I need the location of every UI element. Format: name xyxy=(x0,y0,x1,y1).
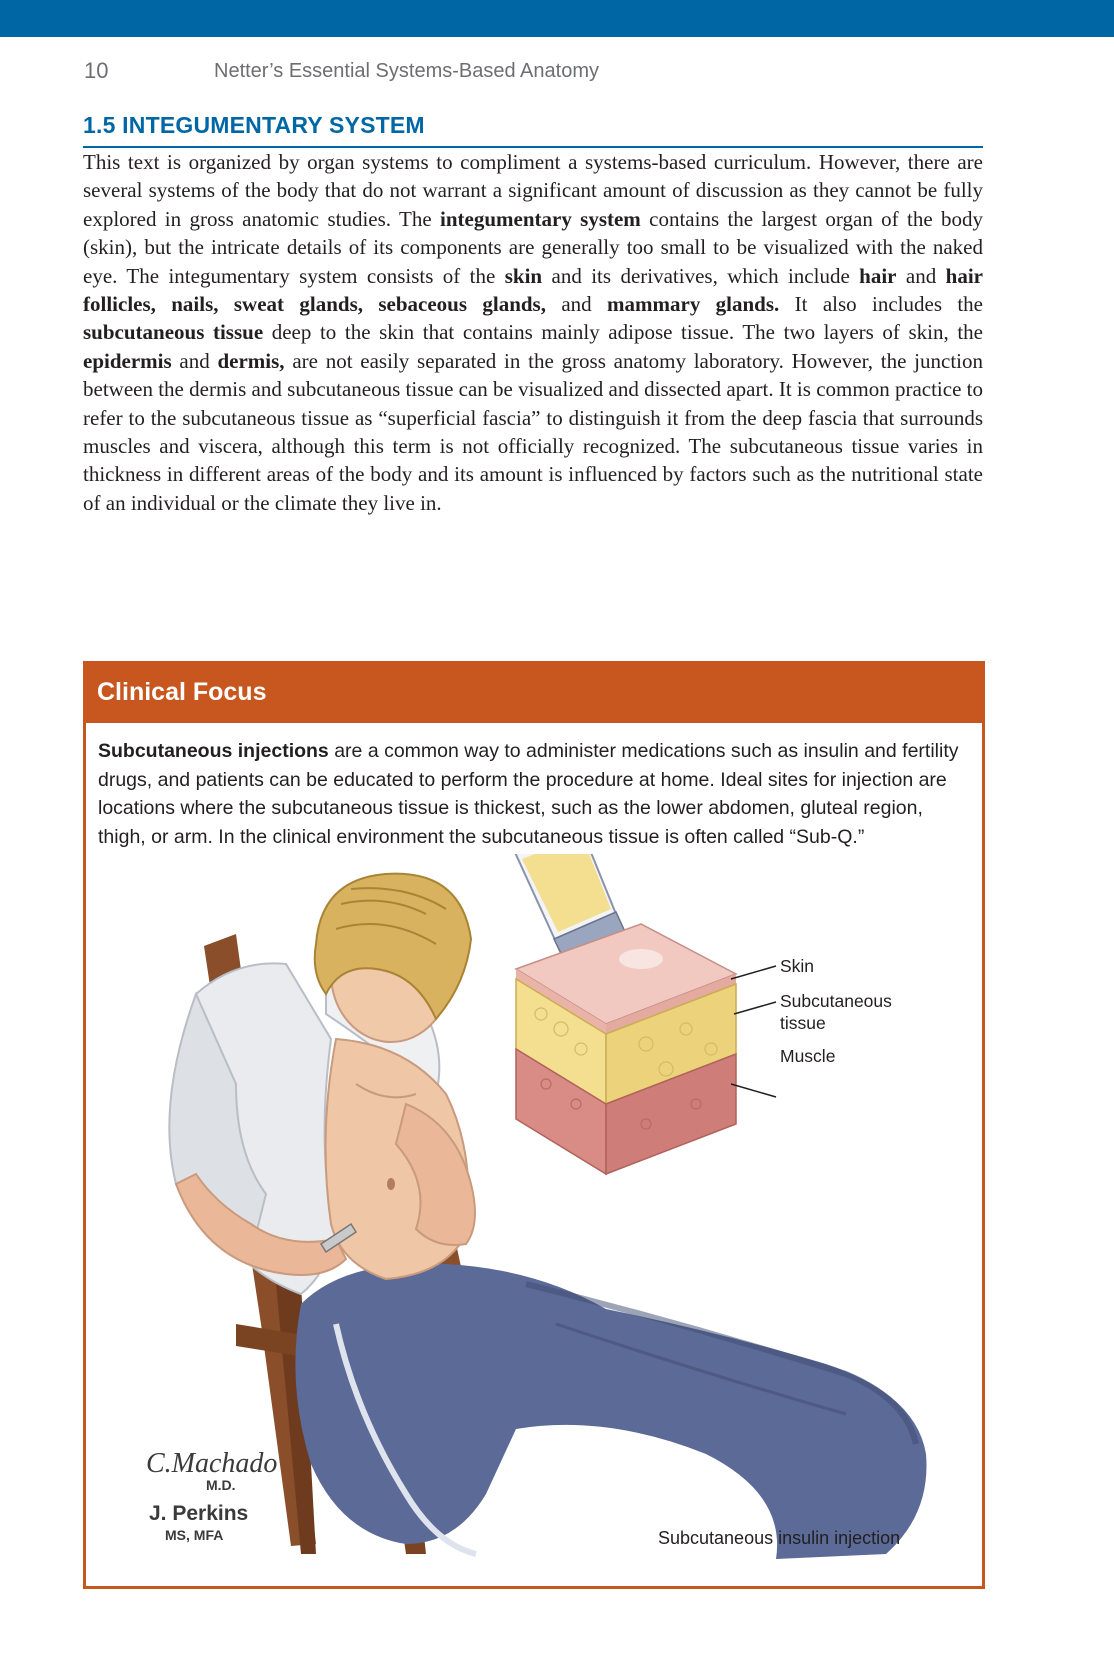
page-number: 10 xyxy=(84,58,109,83)
label-subcutaneous: Subcutaneous xyxy=(780,991,892,1011)
label-muscle: Muscle xyxy=(780,1046,836,1066)
injection-illustration xyxy=(86,854,982,1586)
running-header: Netter’s Essential Systems-Based Anatomy xyxy=(214,60,599,82)
signature-machado: C.Machado xyxy=(146,1448,278,1479)
skin-leader-line xyxy=(731,966,776,979)
section-heading xyxy=(83,112,983,148)
clinical-focus-paragraph: Subcutaneous injections are a common way to administer medications such as insulin and fertility drugs, and patients can be educated to perform the procedure at home. Ideal sites for injection are locations where the subcutaneous tissue is thickest, such as the lower abdomen, gluteal region, thigh, or arm. In the clinical environment the subcutaneous tissue is often called “Sub-Q.” xyxy=(98,740,959,848)
bold-term: dermis, xyxy=(217,348,285,373)
bold-term: hair xyxy=(859,263,897,288)
top-color-bar xyxy=(0,0,1114,37)
signature-machado-degree: M.D. xyxy=(206,1477,236,1493)
clinical-focus-title: Clinical Focus xyxy=(97,678,267,706)
bold-term: integumentary system xyxy=(440,206,641,231)
clinical-focus-header xyxy=(86,664,982,723)
label-skin: Skin xyxy=(780,956,815,976)
subcutaneous-leader-line xyxy=(734,1002,776,1014)
section-title: 1.5 INTEGUMENTARY SYSTEM xyxy=(83,112,425,138)
bold-term: mammary glands. xyxy=(607,292,780,317)
bold-term: skin xyxy=(504,263,543,288)
signature-perkins-degree: MS, MFA xyxy=(165,1527,224,1543)
bold-term: hair follicles, nails, sweat glands, sebaceous glands, xyxy=(83,263,983,317)
bold-term: subcutaneous tissue xyxy=(83,320,264,345)
label-subcutaneous-tissue: tissue xyxy=(780,1013,826,1033)
section-body-paragraph: This text is organized by organ systems to compliment a systems-based curriculum. However, there are several systems of the body that do not warrant a significant amount of discussion as they cannot be fully explored in gross anatomic studies. The integumentary system contains the largest organ of the body (skin), but the intricate details of its components are generally too small to be visualized with the naked eye. The integumentary system consists of the skin and its derivatives, which include hair and hair follicles, nails, sweat glands, sebaceous glands, and mammary glands. It also includes the subcutaneous tissue deep to the skin that contains mainly adipose tissue. The two layers of skin, the epidermis and dermis, are not easily separated in the gross anatomy laboratory. However, the junction between the dermis and subcutaneous tissue can be visualized and dissected apart. It is common practice to refer to the subcutaneous tissue as “superficial fascia” to distinguish it from the deep fascia that surrounds muscles and viscera, although this term is not officially recognized. The subcutaneous tissue varies in thickness in different areas of the body and its amount is influenced by factors such as the nutritional state of an individual or the climate they live in. xyxy=(83,150,984,515)
muscle-leader-line xyxy=(731,1084,776,1097)
skin-layers-diagram xyxy=(516,924,736,1174)
pants-illustration xyxy=(295,1264,926,1560)
bold-term: epidermis xyxy=(83,348,172,373)
clinical-focus-box xyxy=(83,661,985,1589)
figure-caption: Subcutaneous insulin injection xyxy=(658,1528,901,1548)
bold-term: Subcutaneous injections xyxy=(98,740,329,762)
signature-perkins: J. Perkins xyxy=(149,1502,249,1525)
